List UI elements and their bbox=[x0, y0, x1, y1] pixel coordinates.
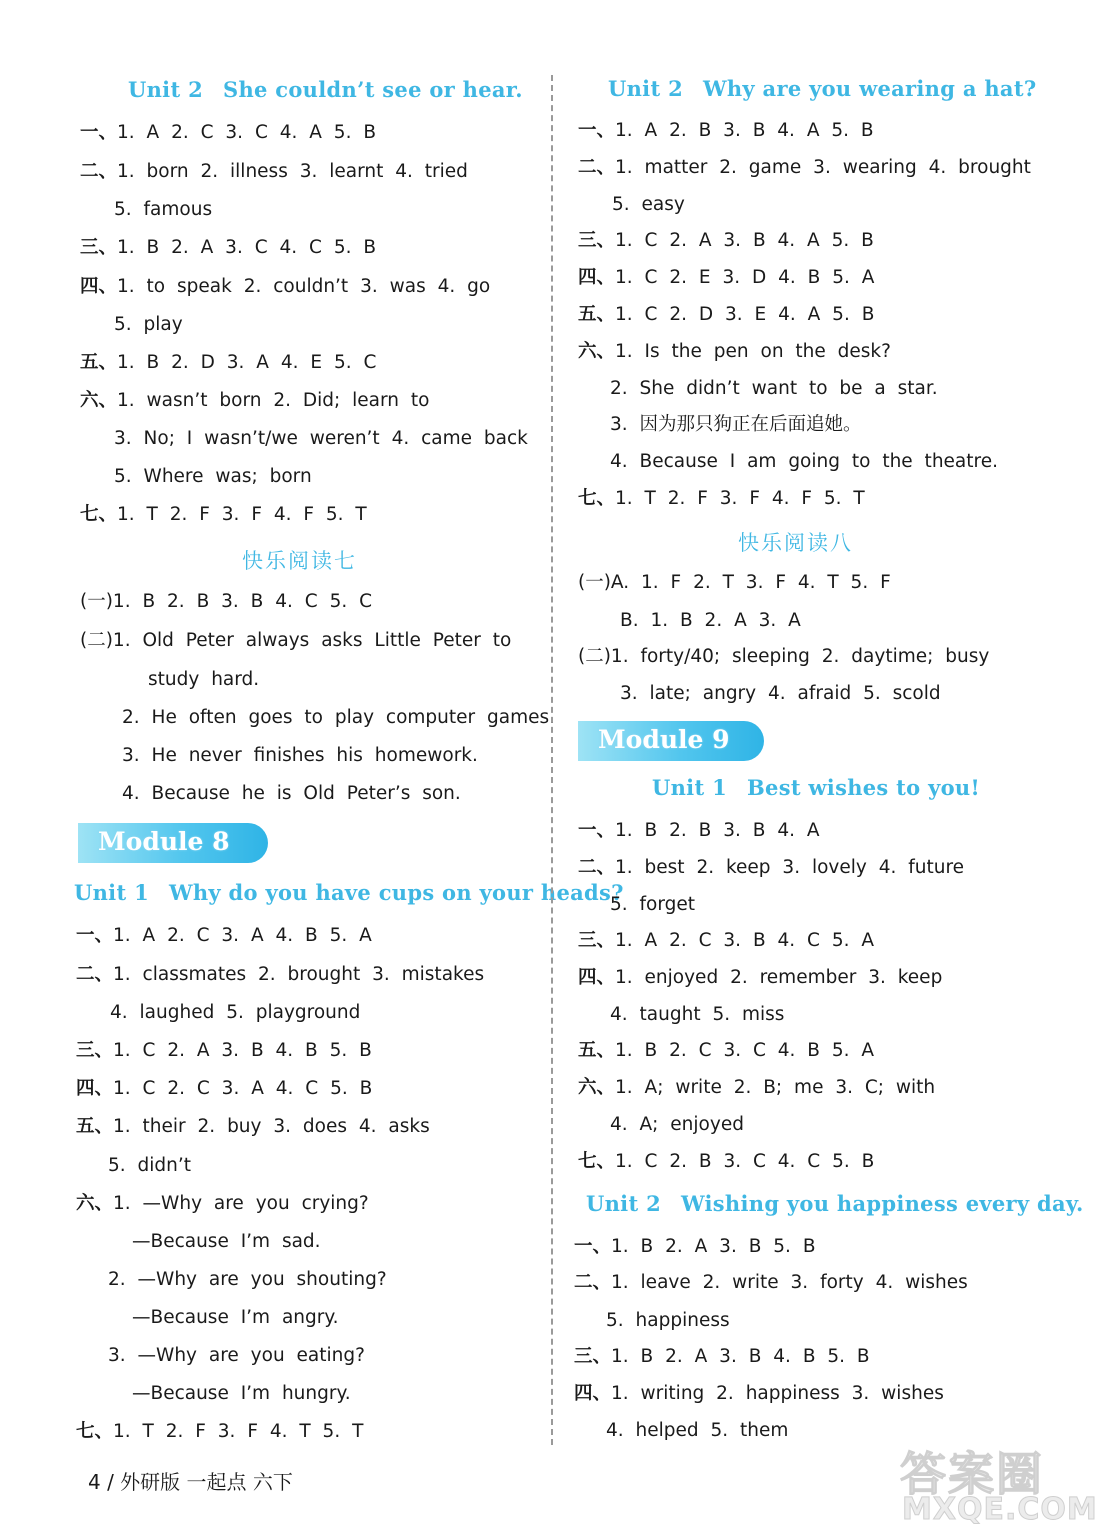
answer-row: 3. 因为那只狗正在后面追她。 bbox=[610, 414, 862, 435]
answer-row: 五、1. B 2. D 3. A 4. E 5. C bbox=[80, 352, 377, 373]
answer-row: 4. helped 5. them bbox=[606, 1420, 789, 1441]
answer-row: 2. He often goes to play computer games. bbox=[122, 707, 556, 728]
answer-row: 5. Where was; born bbox=[114, 466, 312, 487]
answer-row: 四、1. C 2. E 3. D 4. B 5. A bbox=[578, 267, 875, 288]
answer-row: 4. laughed 5. playground bbox=[110, 1002, 361, 1023]
answer-row: 六、1. Is the pen on the desk? bbox=[578, 341, 891, 362]
answer-row: 四、1. C 2. C 3. A 4. C 5. B bbox=[76, 1078, 373, 1099]
answer-row: 4. A; enjoyed bbox=[610, 1114, 744, 1135]
answer-row: 5. play bbox=[114, 314, 183, 335]
answer-row: B. 1. B 2. A 3. A bbox=[620, 610, 801, 631]
unit-title-m8-u1 bbox=[74, 880, 624, 905]
answer-row: 六、1. A; write 2. B; me 3. C; with bbox=[578, 1077, 936, 1098]
answer-row: 一、1. B 2. B 3. B 4. A bbox=[578, 820, 820, 841]
unit-number: Unit 1 bbox=[74, 880, 149, 905]
answer-row: 四、1. enjoyed 2. remember 3. keep bbox=[578, 967, 943, 988]
answer-row: 二、1. matter 2. game 3. wearing 4. brought bbox=[578, 157, 1031, 178]
unit-number: Unit 2 bbox=[128, 77, 203, 102]
unit-heading: She couldn’t see or hear. bbox=[222, 77, 523, 102]
answer-row: (二)1. Old Peter always asks Little Peter to bbox=[80, 630, 512, 651]
watermark-glyphs: 答案圈 bbox=[900, 1447, 1044, 1501]
module-badge-label: Module 8 bbox=[98, 827, 230, 856]
answer-row: 4. taught 5. miss bbox=[610, 1004, 785, 1025]
unit-title-m9-u2 bbox=[586, 1191, 1084, 1216]
answer-row: 一、1. B 2. A 3. B 5. B bbox=[574, 1236, 816, 1257]
answer-row: 五、1. their 2. buy 3. does 4. asks bbox=[76, 1116, 430, 1137]
answer-row: 5. easy bbox=[612, 194, 685, 215]
answer-row: 4. Because he is Old Peter’s son. bbox=[122, 783, 461, 804]
answer-row: 5. happiness bbox=[606, 1310, 730, 1331]
answer-row: 七、1. T 2. F 3. F 4. F 5. T bbox=[80, 504, 367, 525]
module-badge-8 bbox=[78, 823, 268, 863]
answer-row: 二、1. leave 2. write 3. forty 4. wishes bbox=[574, 1272, 968, 1293]
page-footer: 4 / 外研版 一起点 六下 bbox=[88, 1470, 293, 1494]
reading-title-7: 快乐阅读七 bbox=[242, 549, 357, 573]
unit-number: Unit 2 bbox=[608, 76, 683, 101]
unit-number: Unit 2 bbox=[586, 1191, 661, 1216]
answer-row: —Because I’m angry. bbox=[132, 1307, 339, 1328]
answer-row: —Because I’m sad. bbox=[132, 1231, 321, 1252]
answer-row: 5. forget bbox=[610, 894, 696, 915]
answer-row: 5. famous bbox=[114, 199, 213, 220]
unit-heading: Wishing you happiness every day. bbox=[680, 1191, 1084, 1216]
answer-row: 三、1. B 2. A 3. B 4. B 5. B bbox=[574, 1346, 870, 1367]
answer-row: 3. —Why are you eating? bbox=[108, 1345, 365, 1366]
unit-title-m8-u2-right bbox=[608, 76, 1036, 101]
answer-row: —Because I’m hungry. bbox=[132, 1383, 351, 1404]
answer-row: 六、1. wasn’t born 2. Did; learn to bbox=[80, 390, 430, 411]
module-badge-label: Module 9 bbox=[598, 725, 730, 754]
module-badge-9 bbox=[578, 721, 764, 761]
answer-row: 3. late; angry 4. afraid 5. scold bbox=[620, 683, 941, 704]
unit-heading: Why do you have cups on your heads? bbox=[168, 880, 624, 905]
unit-title-m8-u2-left bbox=[128, 77, 523, 102]
answer-row: 三、1. C 2. A 3. B 4. A 5. B bbox=[578, 230, 874, 251]
answer-row: 2. She didn’t want to be a star. bbox=[610, 378, 938, 399]
answer-row: 5. didn’t bbox=[108, 1155, 192, 1176]
answer-row: 二、1. born 2. illness 3. learnt 4. tried bbox=[80, 161, 468, 182]
answer-row: 三、1. A 2. C 3. B 4. C 5. A bbox=[578, 930, 875, 951]
answer-row: 一、1. A 2. B 3. B 4. A 5. B bbox=[578, 120, 874, 141]
answer-row: (一)A. 1. F 2. T 3. F 4. T 5. F bbox=[578, 572, 891, 593]
answer-row: (二)1. forty/40; sleeping 2. daytime; busy bbox=[578, 646, 990, 667]
answer-row: 三、1. C 2. A 3. B 4. B 5. B bbox=[76, 1040, 372, 1061]
answer-row: 七、1. C 2. B 3. C 4. C 5. B bbox=[578, 1151, 875, 1172]
answer-row: 五、1. C 2. D 3. E 4. A 5. B bbox=[578, 304, 875, 325]
answer-row: 四、1. writing 2. happiness 3. wishes bbox=[574, 1383, 944, 1404]
answer-row: 一、1. A 2. C 3. A 4. B 5. A bbox=[76, 925, 372, 946]
unit-heading: Why are you wearing a hat? bbox=[702, 76, 1037, 101]
answer-row: study hard. bbox=[148, 669, 260, 690]
answer-row: 四、1. to speak 2. couldn’t 3. was 4. go bbox=[80, 276, 491, 297]
answer-row: 一、1. A 2. C 3. C 4. A 5. B bbox=[80, 122, 377, 143]
answer-row: 3. No; I wasn’t/we weren’t 4. came back bbox=[114, 428, 528, 449]
answer-row: 二、1. classmates 2. brought 3. mistakes bbox=[76, 964, 485, 985]
answer-row: 五、1. B 2. C 3. C 4. B 5. A bbox=[578, 1040, 875, 1061]
answer-row: 4. Because I am going to the theatre. bbox=[610, 451, 998, 472]
unit-number: Unit 1 bbox=[652, 775, 727, 800]
reading-title-8: 快乐阅读八 bbox=[738, 531, 853, 555]
watermark-logo bbox=[900, 1438, 1098, 1530]
column-divider bbox=[551, 75, 553, 1445]
answer-row: 二、1. best 2. keep 3. lovely 4. future bbox=[578, 857, 965, 878]
answer-row: (一)1. B 2. B 3. B 4. C 5. C bbox=[80, 591, 373, 612]
unit-title-m9-u1 bbox=[652, 775, 980, 800]
answer-row: 3. He never finishes his homework. bbox=[122, 745, 478, 766]
answer-row: 三、1. B 2. A 3. C 4. C 5. B bbox=[80, 237, 377, 258]
answer-row: 2. —Why are you shouting? bbox=[108, 1269, 387, 1290]
answer-row: 七、1. T 2. F 3. F 4. T 5. T bbox=[76, 1421, 364, 1442]
answer-row: 七、1. T 2. F 3. F 4. F 5. T bbox=[578, 488, 865, 509]
unit-heading: Best wishes to you! bbox=[746, 775, 980, 800]
watermark-url: MXQE.COM bbox=[902, 1492, 1098, 1527]
answer-row: 六、1. —Why are you crying? bbox=[76, 1193, 369, 1214]
